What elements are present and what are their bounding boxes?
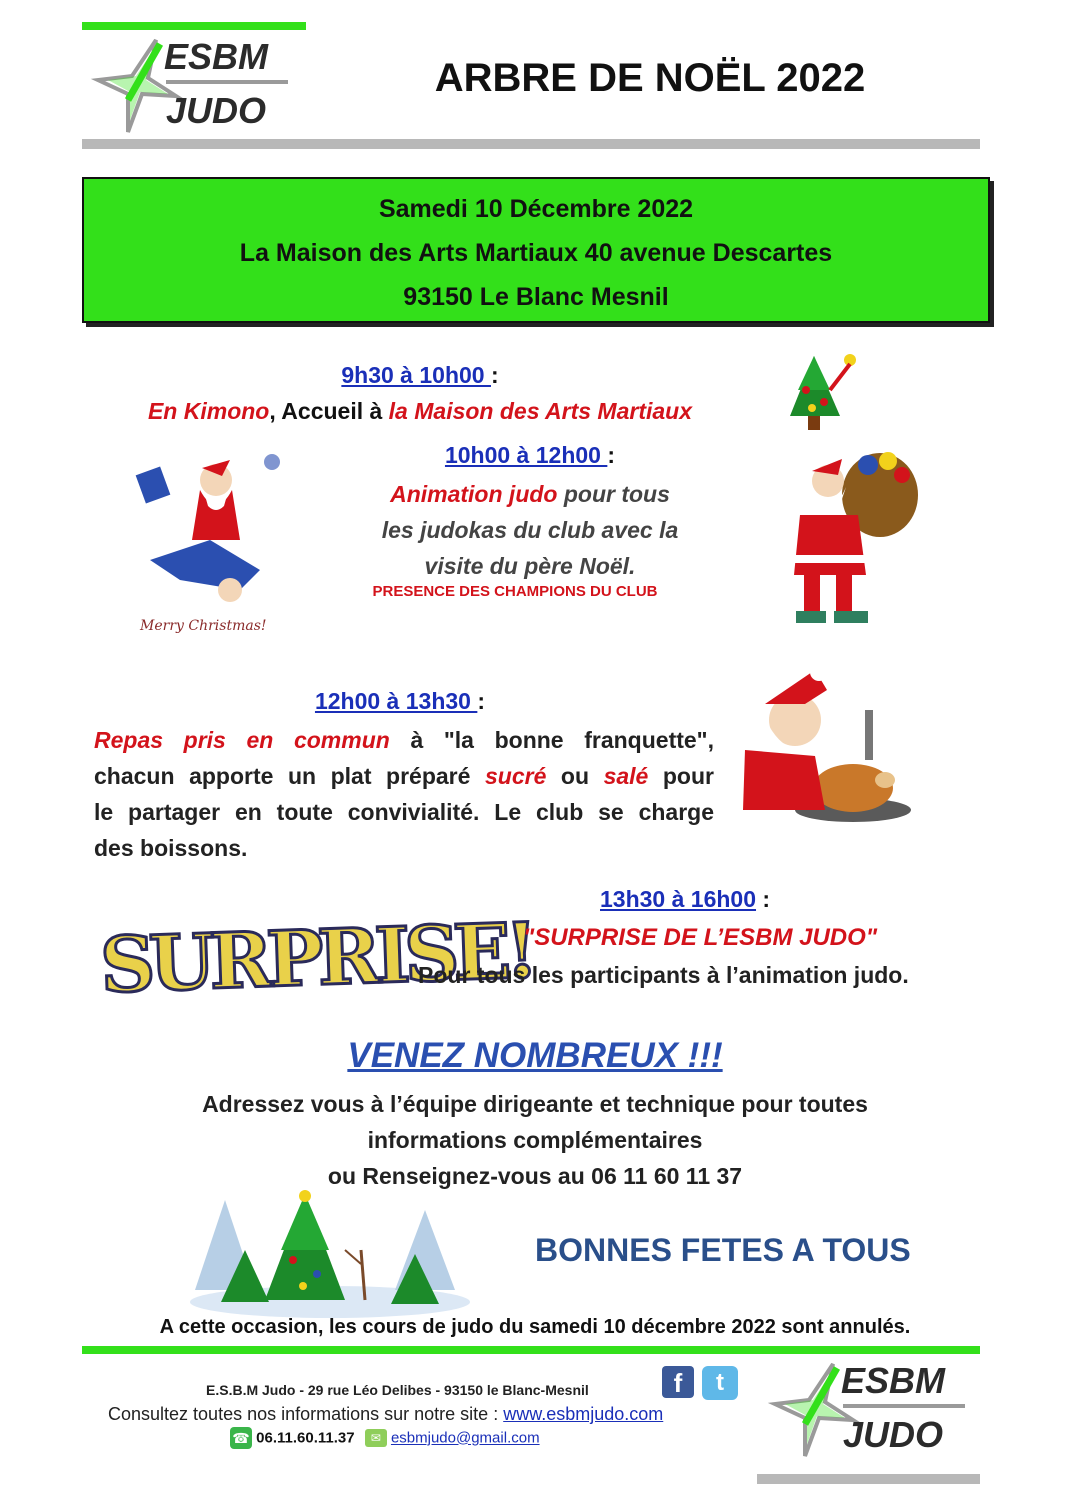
- slot4-text: Pour tous les participants à l’animation judo.: [418, 962, 909, 988]
- footer-logo-judo: JUDO: [843, 1414, 944, 1455]
- merry-christmas-caption: Merry Christmas!: [140, 618, 267, 634]
- venez-nombreux: VENEZ NOMBREUX !!!: [347, 1036, 723, 1075]
- footer-contact-line: [230, 1427, 540, 1449]
- banner-address: La Maison des Arts Martiaux 40 avenue Descartes: [239, 239, 833, 267]
- slot4-surprise: "SURPRISE DE L’ESBM JUDO": [522, 924, 878, 951]
- surprise-wordart: [92, 895, 534, 1015]
- christmas-tree-icon: [770, 350, 860, 440]
- slot2-time-text: 10h00 à 12h00: [444, 442, 608, 468]
- footer-site-link[interactable]: www.esbmjudo.com: [503, 1404, 664, 1424]
- esbm-logo-footer: [775, 1360, 975, 1460]
- slot3-t3: le partager en toute convivialité. Le club se charge: [94, 799, 714, 825]
- contact-line2: informations complémentaires: [367, 1127, 703, 1153]
- slot1-kimono: En Kimono: [147, 398, 270, 424]
- footer-site-prefix: Consultez toutes nos informations sur notre site :: [108, 1404, 504, 1424]
- logo-divider: [166, 80, 288, 84]
- slot3-time: [100, 688, 700, 715]
- slot2-colon: :: [607, 442, 616, 468]
- slot3-repas: Repas pris en commun: [94, 727, 390, 753]
- slot3-t2a: chacun apporte un plat préparé: [94, 763, 485, 789]
- slot1-text: [90, 398, 750, 425]
- slot3-time-text: 12h00 à 13h30: [314, 688, 478, 714]
- santa-cooking-illustration: [735, 660, 915, 830]
- slot2-text3: visite du père Noël.: [424, 553, 636, 579]
- slot3-text: [94, 722, 714, 866]
- slot4-time-text: 13h30 à 16h00: [600, 886, 757, 912]
- slot1-place: la Maison des Arts Martiaux: [388, 398, 693, 424]
- footer-logo-esbm: ESBM: [841, 1360, 946, 1401]
- phone-icon: ☎: [230, 1427, 252, 1449]
- judo-santa-illustration: [120, 450, 290, 620]
- slot3-ou: ou: [546, 763, 604, 789]
- slot1-accueil: , Accueil à: [269, 398, 389, 424]
- slot3-sale: salé: [603, 763, 649, 789]
- mail-icon: ✉: [365, 1429, 387, 1447]
- contact-line1: Adressez vous à l’équipe dirigeante et technique pour toutes: [202, 1091, 868, 1117]
- slot2-text2: les judokas du club avec la: [381, 517, 679, 543]
- logo-esbm: ESBM: [164, 36, 269, 77]
- slot2-presence: PRESENCE DES CHAMPIONS DU CLUB: [372, 583, 658, 600]
- slot2-text1: pour tous: [557, 481, 670, 507]
- esbm-logo-top: [96, 36, 296, 136]
- event-banner: [82, 177, 990, 323]
- header-top-green-bar: [82, 22, 306, 30]
- contact-line3: ou Renseignez-vous au 06 11 60 11 37: [327, 1163, 743, 1189]
- facebook-icon[interactable]: f: [662, 1366, 694, 1398]
- slot2-time: [370, 442, 690, 469]
- bonnes-fetes: BONNES FETES A TOUS: [535, 1232, 911, 1268]
- banner-date: Samedi 10 Décembre 2022: [378, 195, 694, 223]
- santa-sack-illustration: [770, 445, 930, 635]
- slot1-colon: :: [490, 362, 499, 388]
- slot3-t2b: pour: [648, 763, 714, 789]
- slot3-colon: :: [477, 688, 486, 714]
- slot1-time: [120, 362, 720, 389]
- footer-site-line: [108, 1404, 663, 1425]
- footer-green-bar: [82, 1346, 980, 1354]
- surprise-word: SURPRISE!: [98, 905, 534, 1010]
- twitter-icon[interactable]: t: [702, 1366, 738, 1400]
- slot4-colon: :: [756, 886, 771, 912]
- footer-email[interactable]: esbmjudo@gmail.com: [390, 1429, 540, 1447]
- slot3-t4: des boissons.: [94, 835, 248, 861]
- slot3-sucre: sucré: [484, 763, 547, 789]
- contact-text: [80, 1086, 990, 1194]
- cours-annules: A cette occasion, les cours de judo du samedi 10 décembre 2022 sont annulés.: [159, 1316, 911, 1338]
- slot1-time-text: 9h30 à 10h00: [341, 362, 491, 388]
- slot4-time: [600, 886, 770, 913]
- logo-judo: JUDO: [166, 90, 267, 131]
- footer-address: E.S.B.M Judo - 29 rue Léo Delibes - 93150 le Blanc-Mesnil: [206, 1382, 589, 1398]
- slot2-anim: Animation judo: [390, 481, 558, 507]
- header-gray-bar: [82, 139, 980, 149]
- footer-phone: 06.11.60.11.37: [256, 1429, 355, 1447]
- page-title: ARBRE DE NOËL 2022: [434, 56, 866, 100]
- banner-city: 93150 Le Blanc Mesnil: [403, 283, 669, 311]
- snowy-trees-illustration: [185, 1190, 475, 1320]
- slot3-t1: à "la bonne franquette",: [389, 727, 714, 753]
- slot2-text: [340, 476, 720, 584]
- footer-logo-divider: [843, 1404, 965, 1408]
- footer-gray-bar: [757, 1474, 980, 1484]
